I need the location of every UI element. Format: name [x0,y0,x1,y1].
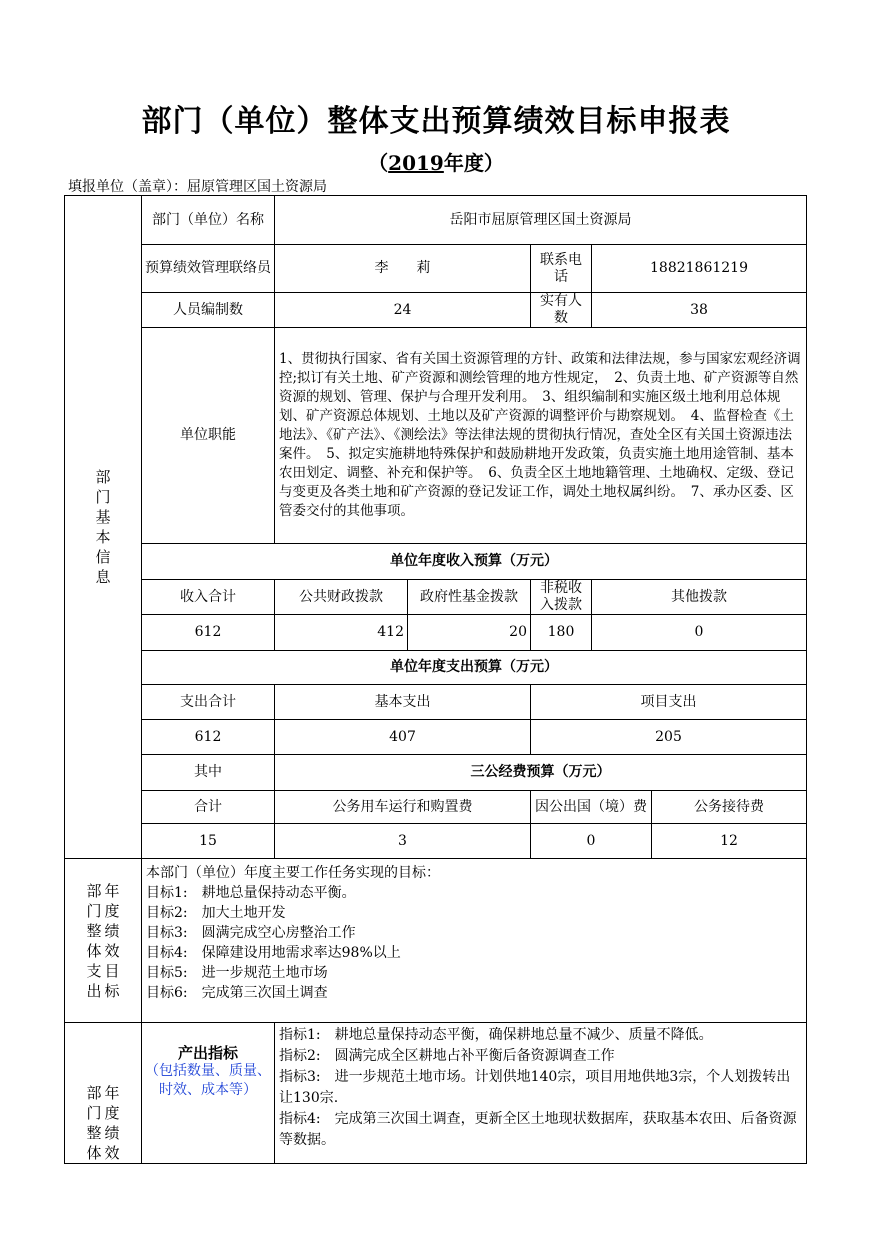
form-title: 部门（单位）整体支出预算绩效目标申报表 [141,104,731,139]
goal-item: 目标5: 进一步规范土地市场 [146,965,328,981]
of-which-label: 其中 [142,755,275,791]
goal-item: 目标2: 加大土地开发 [146,905,286,921]
section-basic-info: 部门基本信息 [65,196,142,859]
sangong-col: 因公出国（境）费 [531,791,652,824]
sangong-value: 0 [531,824,652,859]
income-col: 非税收入拨款 [531,580,592,615]
indicator-item: 指标4: 完成第三次国土调查，更新全区土地现状数据库，获取基本农田、后备资源等数据。 [279,1111,797,1148]
sangong-header: 三公经费预算（万元） [275,755,807,791]
duty-text: 1、贯彻执行国家、省有关国土资源管理的方针、政策和法律法规，参与国家宏观经济调控;拟订有关土地、矿产资源和测绘管理的地方性规定， 2、负责土地、矿产资源等自然资源的规划、管理、保护与合理开发利用。 3、组织编制和实施区级土地利用总体规划、矿产资源总体规划、土地以及矿产资源的调整评价与勘察规划。 4、监督检查《土地法》、《矿产法》、《测绘法》等法律法规的贯彻执行情况，查处全区有关国土资源违法案件。 5、拟定实施耕地特殊保护和鼓励耕地开发政策，负责实施土地用途管制、基本农田划定、调整、补充和保护等。 6、负责全区土地地籍管理、土地确权、定级、登记与变更及各类土地和矿产资源的登记发证工作，调处土地权属纠纷。 7、承办区委、区管委交付的其他事项。 [275,328,807,544]
expense-col: 项目支出 [531,685,807,720]
sangong-col: 公务用车运行和购置费 [275,791,531,824]
income-col: 其他拨款 [592,580,807,615]
goal-item: 目标4: 保障建设用地需求率达98%以上 [146,945,401,961]
sangong-value: 12 [652,824,807,859]
income-value: 20 [408,615,531,651]
indicator-item: 指标3: 进一步规范土地市场。计划供地140宗，项目用地供地3宗，个人划拨转出让130宗. [279,1069,791,1106]
income-col: 公共财政拨款 [275,580,408,615]
income-col: 政府性基金拨款 [408,580,531,615]
staff-label: 人员编制数 [142,293,275,328]
phone-label: 联系电话 [531,245,592,293]
income-value: 412 [275,615,408,651]
actual-label: 实有人数 [531,293,592,328]
sangong-col: 合计 [142,791,275,824]
section-annual-goals: 部门整体支出年度绩效目标 [65,859,142,1023]
sangong-value: 3 [275,824,531,859]
income-value: 0 [592,615,807,651]
expense-value: 205 [531,720,807,755]
income-value: 180 [531,615,592,651]
section-indicators: 部门整体年度绩效 [65,1023,142,1164]
goal-item: 目标6: 完成第三次国土调查 [146,985,328,1001]
dept-name-value: 岳阳市屈原管理区国土资源局 [275,196,807,245]
dept-name-label: 部门（单位）名称 [142,196,275,245]
output-indicator-label: 产出指标 （包括数量、质量、时效、成本等） [142,1023,275,1164]
expense-value: 407 [275,720,531,755]
duty-label: 单位职能 [142,328,275,544]
budget-form-table [64,195,807,1164]
goals-intro: 本部门（单位）年度主要工作任务实现的目标： [146,865,440,881]
goal-item: 目标1: 耕地总量保持动态平衡。 [146,885,356,901]
expense-col: 基本支出 [275,685,531,720]
expense-col: 支出合计 [142,685,275,720]
goal-item: 目标3: 圆满完成空心房整治工作 [146,925,356,941]
income-header: 单位年度收入预算（万元） [142,544,807,580]
contact-name: 李 莉 [275,245,531,293]
income-col: 收入合计 [142,580,275,615]
sangong-value: 15 [142,824,275,859]
income-value: 612 [142,615,275,651]
contact-label: 预算绩效管理联络员 [142,245,275,293]
form-year: （2019年度） [368,151,504,175]
indicator-item: 指标2: 圆满完成全区耕地占补平衡后备资源调查工作 [279,1048,615,1064]
staff-value: 24 [275,293,531,328]
indicators-block [275,1023,807,1164]
expense-value: 612 [142,720,275,755]
filling-unit: 填报单位（盖章）：屈原管理区国土资源局 [68,179,327,195]
sangong-col: 公务接待费 [652,791,807,824]
goals-block [142,859,807,1023]
indicator-item: 指标1: 耕地总量保持动态平衡，确保耕地总量不减少、质量不降低。 [279,1027,713,1043]
phone-value: 18821861219 [592,245,807,293]
actual-value: 38 [592,293,807,328]
expense-header: 单位年度支出预算（万元） [142,651,807,685]
